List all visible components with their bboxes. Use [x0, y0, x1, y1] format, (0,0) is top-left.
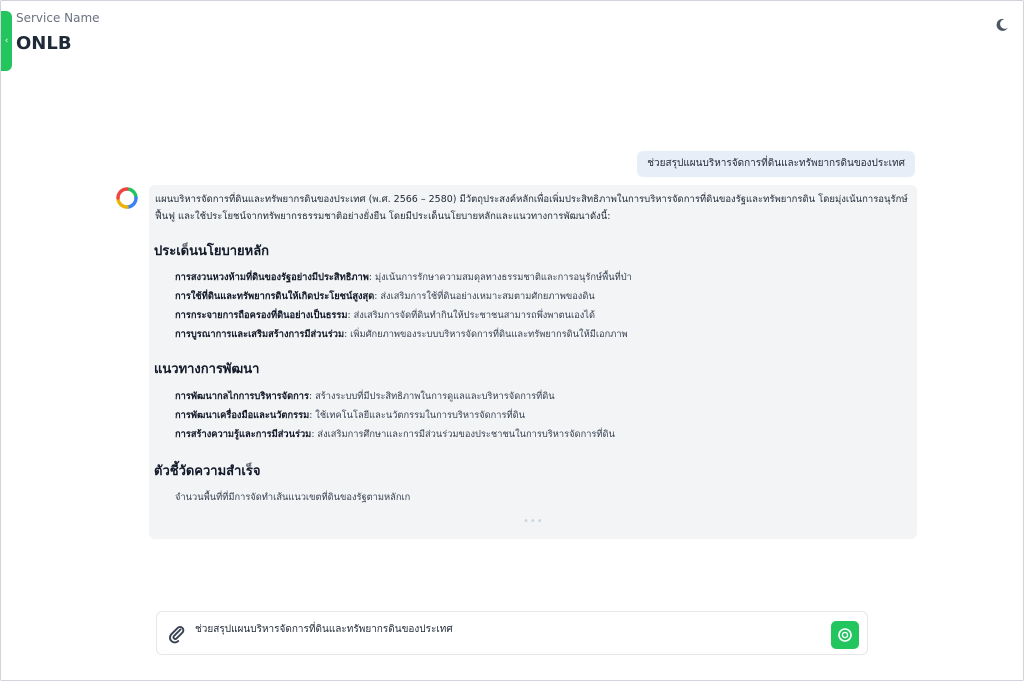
paperclip-icon[interactable]: [167, 624, 187, 644]
list-item: การใช้ที่ดินและทรัพยากรดินให้เกิดประโยชน์สูงสุด: ส่งเสริมการใช้ที่ดินอย่างเหมาะสมตามศักยภาพของดิน: [175, 291, 595, 302]
section-heading-policy: ประเด็นนโยบายหลัก: [154, 244, 270, 259]
service-name: ONLB: [16, 33, 72, 54]
sidebar-toggle-button[interactable]: [1, 11, 12, 71]
section-heading-development: แนวทางการพัฒนา: [154, 362, 260, 377]
chat-input[interactable]: ช่วยสรุปแผนบริหารจัดการที่ดินและทรัพยากรดินของประเทศ: [195, 624, 453, 635]
list-item: การสร้างความรู้และการมีส่วนร่วม: ส่งเสริมการศึกษาและการมีส่วนร่วมของประชาชนในการบริหารจัดการที่ดิน: [175, 429, 615, 440]
chevron-left-icon: ‹: [4, 36, 9, 46]
assistant-intro: แผนบริหารจัดการที่ดินและทรัพยากรดินของประเทศ (พ.ศ. 2566 – 2580) มีวัตถุประสงค์หลักเพื่อเพิ่มประสิทธิภาพในการบริหารจัดการที่ดินของรัฐและทรัพยากรดิน โดยมุ่งเน้นการอนุรักษ์ ฟื้นฟู และใช้ประโยชน์จากทรัพยากรธรรมชาติอย่างยั่งยืน โดยมีประเด็นนโยบายหลักและแนวทางการพัฒนาดังนี้:: [155, 194, 908, 222]
policy-list: [175, 268, 632, 344]
assistant-message: [149, 185, 917, 539]
send-icon: [837, 627, 853, 643]
assistant-logo-icon: [116, 187, 138, 209]
list-item: การพัฒนาเครื่องมือและนวัตกรรม: ใช้เทคโนโลยีและนวัตกรรมในการบริหารจัดการที่ดิน: [175, 410, 526, 421]
service-label: Service Name: [16, 11, 100, 25]
indicators-list: [175, 488, 410, 507]
user-message: ช่วยสรุปแผนบริหารจัดการที่ดินและทรัพยากรดินของประเทศ: [637, 151, 915, 177]
typing-indicator: •••: [523, 516, 544, 527]
development-list: [175, 387, 615, 444]
list-item: การกระจายการถือครองที่ดินอย่างเป็นธรรม: ส่งเสริมการจัดที่ดินทำกินให้ประชาชนสามารถพึ่งพาตนเองได้: [175, 310, 596, 321]
list-item: จำนวนพื้นที่ที่มีการจัดทำเส้นแนวเขตที่ดินของรัฐตามหลักเก: [175, 492, 411, 503]
section-heading-indicators: ตัวชี้วัดความสำเร็จ: [154, 464, 261, 479]
list-item: การพัฒนากลไกการบริหารจัดการ: สร้างระบบที่มีประสิทธิภาพในการดูแลและบริหารจัดการที่ดิน: [175, 391, 555, 402]
list-item: การสงวนหวงห้ามที่ดินของรัฐอย่างมีประสิทธิภาพ: มุ่งเน้นการรักษาความสมดุลทางธรรมชาติและการอนุรักษ์พื้นที่ป่า: [175, 272, 632, 283]
list-item: การบูรณาการและเสริมสร้างการมีส่วนร่วม: เพิ่มศักยภาพของระบบบริหารจัดการที่ดินและทรัพยากรดินให้มีเอกภาพ: [175, 329, 628, 340]
moon-icon[interactable]: [994, 17, 1010, 33]
message-composer: [156, 611, 868, 655]
send-button[interactable]: [831, 621, 859, 649]
